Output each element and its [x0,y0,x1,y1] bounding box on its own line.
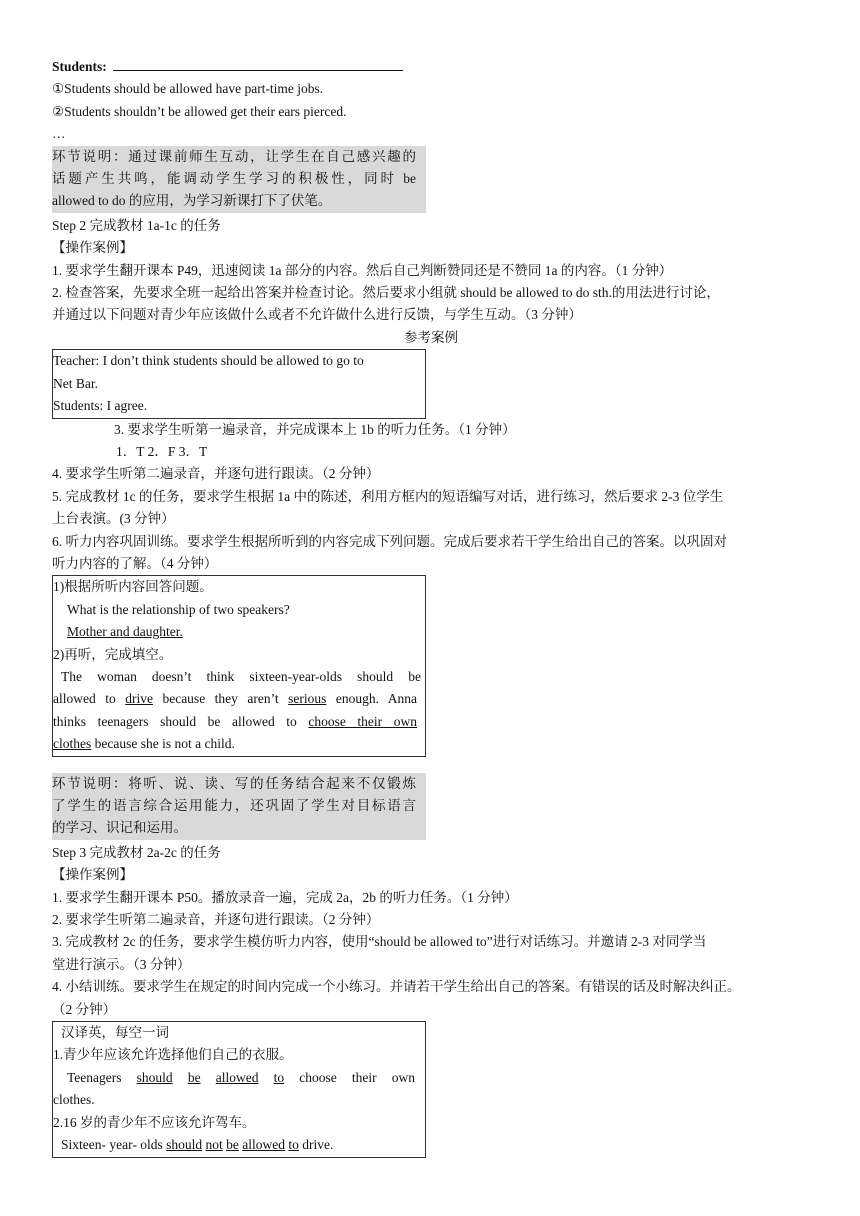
fill-answer: allowed [215,1069,259,1085]
note-box-2: 环节说明：将听、说、读、写的任务结合起来不仅锻炼 了学生的语言综合运用能力，还巩固了学生对目标语言 的学习、识记和运用。 [52,773,426,840]
q1-question: What is the relationship of two speakers? [67,601,290,617]
step3-case-label: 【操作案例】 [52,867,133,883]
q2-label: 2)再听，完成填空。 [53,646,173,662]
step2-title: Step 2 完成教材 1a-1c 的任务 [52,217,221,233]
step2-item-1: 1. 要求学生翻开课本 P49，迅速阅读 1a 部分的内容。然后自己判断赞同还是不赞同 1a 的内容。（1 分钟） [52,262,673,278]
step3-item-3: 3. 完成教材 2c 的任务，要求学生模仿听力内容，使用“should be allowed to”进行对话练习。并邀请 2-3 对同学当 [52,934,707,950]
step2-item-3-answer: 1．T 2．F 3．T [116,443,208,459]
step2-item-6: 6. 听力内容巩固训练。要求学生根据所听到的内容完成下列问题。完成后要求若干学生给出自己的答案。以巩固对 [52,533,727,549]
document-page [52,56,810,1158]
translation-title: 汉译英，每空一词 [61,1025,169,1041]
step2-item-4: 4. 要求学生听第二遍录音，并逐句进行跟读。（2 分钟） [52,466,380,482]
fill-answer: drive [125,691,153,707]
students-line: Students: I agree. [53,398,148,414]
passage-line: The woman doesn’t think sixteen-year-olds should be [61,668,421,684]
sentence-2-en: Sixteen- year- olds should not be allowed to drive. [61,1137,334,1153]
passage-line: allowed to drive because they aren’t serious enough. Anna [53,691,417,707]
step2-item-3: 3. 要求学生听第一遍录音，并完成课本上 1b 的听力任务。（1 分钟） [114,421,516,437]
sentence-1-cn: 1.青少年应该允许选择他们自己的衣服。 [53,1047,293,1063]
step3-title: Step 3 完成教材 2a-2c 的任务 [52,844,221,860]
translation-box [52,1021,426,1157]
reference-label: 参考案例 [404,329,458,345]
students-item: ②Students shouldn’t be allowed get their ears pierced. [52,103,347,119]
sentence-2-cn: 2.16 岁的青少年不应该允许驾车。 [53,1114,256,1130]
fill-answer: not [205,1137,223,1153]
answer-blank [113,56,403,71]
step3-item-3-cont: 堂进行演示。（3 分钟） [52,956,191,972]
reference-box [52,349,426,418]
students-heading: Students [52,59,103,74]
ellipsis: … [52,126,66,142]
fill-answer: to [273,1069,285,1085]
step2-item-2: 2. 检查答案，先要求全班一起给出答案并检查讨论。然后要求小组就 should be allowed to do sth.的用法进行讨论， [52,285,720,301]
step2-item-2-cont: 并通过以下问题对青少年应该做什么或者不允许做什么进行反馈，与学生互动。（3 分钟） [52,307,582,323]
passage-line: clothes because she is not a child. [53,736,235,752]
step2-item-6-cont: 听力内容的了解。（4 分钟） [52,555,218,571]
step3-item-4: 4. 小结训练。要求学生在规定的时间内完成一个小练习。并请若干学生给出自己的答案。有错误的话及时解决纠正。 [52,979,741,995]
sentence-1-en-cont: clothes. [53,1092,95,1108]
fill-answer: to [288,1137,299,1153]
students-item: ①Students should be allowed have part-time jobs. [52,81,324,97]
listening-box [52,575,426,756]
step3-item-4-cont: （2 分钟） [52,1001,117,1017]
fill-answer: choose their own [308,713,417,729]
step2-item-5-cont: 上台表演。(3 分钟） [52,511,175,527]
fill-answer: allowed [242,1137,285,1153]
step3-item-1: 1. 要求学生翻开课本 P50。播放录音一遍，完成 2a，2b 的听力任务。（1 分钟） [52,889,518,905]
note-box-1: 环节说明：通过课前师生互动，让学生在自己感兴趣的 话题产生共鸣，能调动学生学习的积极性，同时 be allowed to do 的应用，为学习新课打下了伏笔。 [52,146,426,213]
fill-answer: serious [288,691,327,707]
teacher-line-cont: Net Bar. [53,375,98,391]
step2-case-label: 【操作案例】 [52,240,133,256]
q1-answer: Mother and daughter. [67,624,183,640]
fill-answer: should [166,1137,203,1153]
passage-line: thinks teenagers should be allowed to choose their own [53,713,417,729]
q1-label: 1)根据所听内容回答问题。 [53,579,213,595]
students-heading-line: Students: [52,56,810,78]
fill-answer: clothes [53,736,92,752]
step2-item-5: 5. 完成教材 1c 的任务，要求学生根据 1a 中的陈述，利用方框内的短语编写对话，进行练习，然后要求 2-3 位学生 [52,488,724,504]
fill-answer: should [136,1069,173,1085]
fill-answer: be [226,1137,239,1153]
teacher-line: Teacher: I don’t think students should be allowed to go to [53,353,364,369]
sentence-1-en: Teenagers should be allowed to choose their own [67,1069,416,1085]
fill-answer: be [187,1069,201,1085]
step3-item-2: 2. 要求学生听第二遍录音，并逐句进行跟读。（2 分钟） [52,912,380,928]
